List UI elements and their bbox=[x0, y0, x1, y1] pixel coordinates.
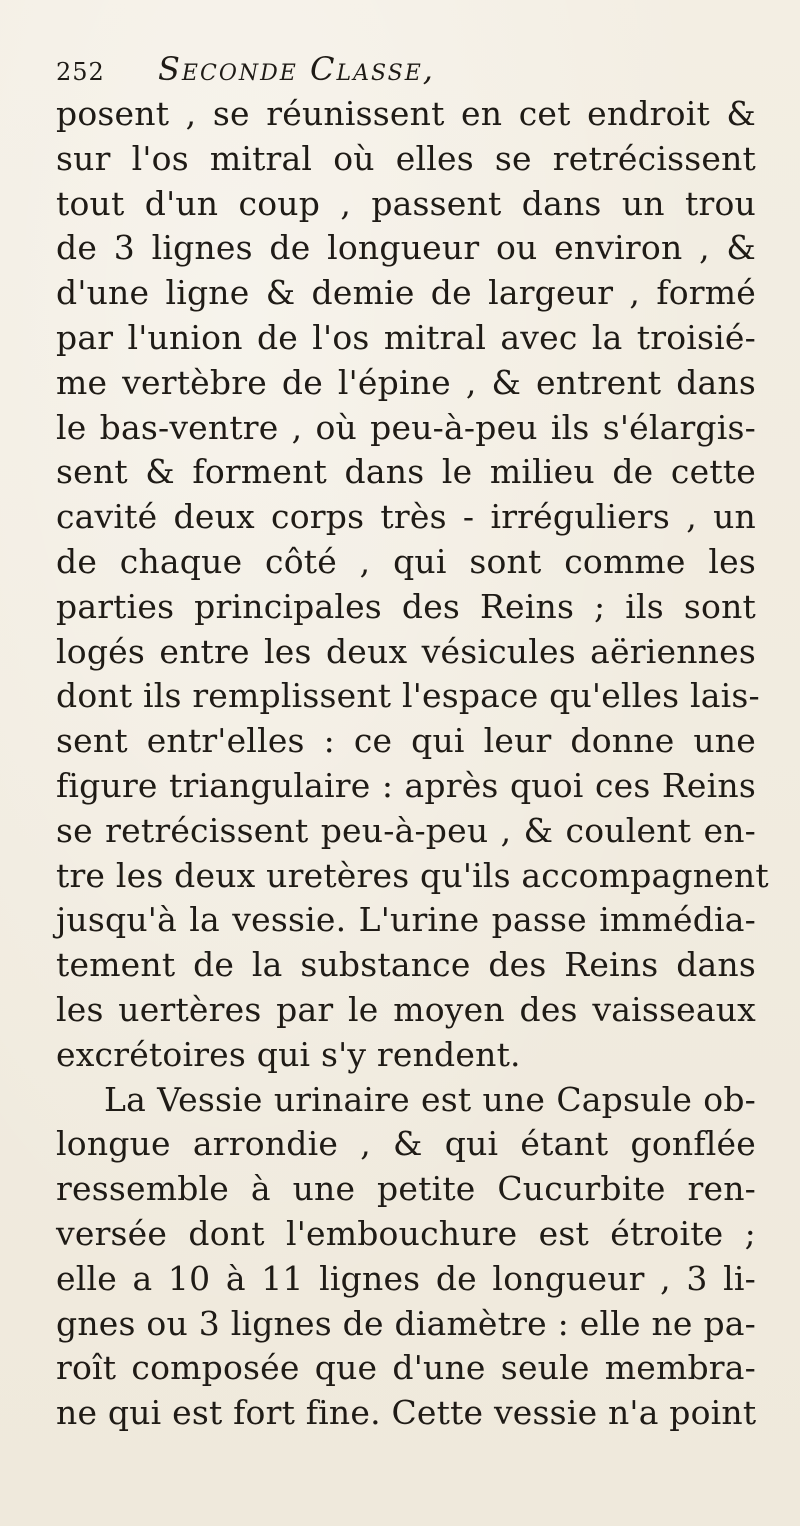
text-line: logés entre les deux vésicules aëriennes bbox=[56, 631, 756, 671]
text-line: tre les deux uretères qu'ils accompagnent bbox=[56, 855, 769, 895]
text-line: posent , se réunissent en cet endroit & bbox=[56, 94, 756, 133]
text-line: figure triangulaire : après quoi ces Reins bbox=[56, 765, 756, 805]
text-line: excrétoires qui s'y rendent. bbox=[56, 1034, 521, 1074]
text-line: ne qui est fort fine. Cette vessie n'a point bbox=[56, 1393, 757, 1433]
text-line: le bas-ventre , où peu-à-peu ils s'élargis- bbox=[56, 407, 756, 447]
text-line: sent entr'elles : ce qui leur donne une bbox=[56, 721, 756, 761]
text-line: de chaque côté , qui sont comme les bbox=[56, 541, 756, 581]
text-line: dont ils remplissent l'espace qu'elles lais- bbox=[56, 676, 760, 716]
text-line: longue arrondie , & qui étant gonflée bbox=[56, 1124, 756, 1164]
text-line: les uertères par le moyen des vaisseaux bbox=[56, 989, 756, 1029]
text-line: versée dont l'embouchure est étroite ; bbox=[56, 1213, 756, 1253]
text-line: cavité deux corps très - irréguliers , un bbox=[56, 497, 756, 537]
text-line: jusqu'à la vessie. L'urine passe immédia- bbox=[56, 900, 756, 940]
text-line: de 3 lignes de longueur ou environ , & bbox=[56, 228, 756, 268]
text-line: elle a 10 à 11 lignes de longueur , 3 li- bbox=[56, 1258, 756, 1298]
text-line: par l'union de l'os mitral avec la troisié- bbox=[56, 317, 756, 357]
text-line: tement de la substance des Reins dans bbox=[56, 945, 756, 985]
text-line: ressemble à une petite Cucurbite ren- bbox=[56, 1169, 756, 1209]
text-line: gnes ou 3 lignes de diamètre : elle ne pa- bbox=[56, 1303, 756, 1343]
paragraph-start-line: La Vessie urinaire est une Capsule ob- bbox=[104, 1079, 756, 1119]
body-text bbox=[56, 92, 769, 1436]
text-line: me vertèbre de l'épine , & entrent dans bbox=[56, 362, 756, 402]
running-title: Seconde Classe, bbox=[158, 50, 435, 88]
page-header bbox=[56, 50, 746, 96]
text-line: se retrécissent peu-à-peu , & coulent en- bbox=[56, 810, 756, 850]
text-line: roît composée que d'une seule membra- bbox=[56, 1348, 756, 1388]
text-line: parties principales des Reins ; ils sont bbox=[56, 586, 756, 626]
page-number: 252 bbox=[56, 58, 105, 86]
text-line: sur l'os mitral où elles se retrécissent bbox=[56, 138, 756, 178]
text-line: tout d'un coup , passent dans un trou bbox=[56, 183, 756, 223]
text-line: d'une ligne & demie de largeur , formé bbox=[56, 273, 756, 313]
text-line: sent & forment dans le milieu de cette bbox=[56, 452, 756, 492]
